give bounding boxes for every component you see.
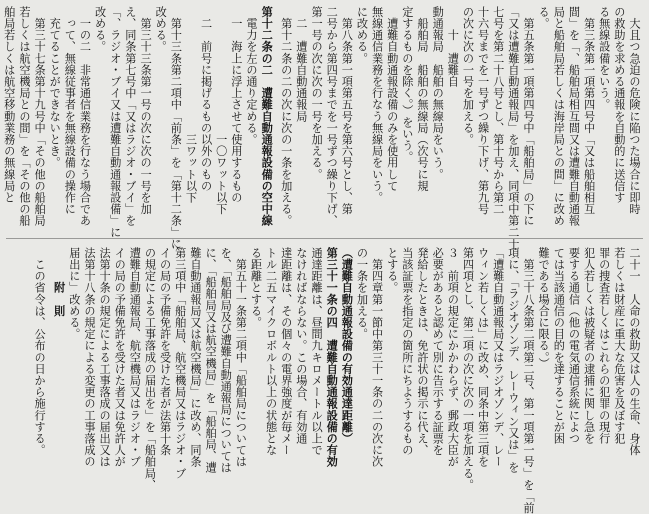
text-column: 罪の捜査若しくはこれらの犯罪の現行 (597, 247, 611, 445)
text-column: 第三十七条第十九号中「その他の船舶局 (33, 6, 47, 227)
text-column: の一条を加える。 (355, 247, 369, 340)
text-column: の規定による工事落成の届出を」を「船舶局、 (143, 247, 157, 491)
text-column: 若しくは財産に重大な危害を及ぼす犯 (612, 247, 626, 445)
text-column: る無線設備をいう。 (597, 6, 611, 111)
text-column: ウィン若しくは」に改め、同条中第三項を (476, 247, 490, 468)
text-column: を、「船舶局及び遭難自動通報局については (219, 247, 233, 474)
text-column: 第三十三条第一号の次に次の一号を加 (139, 6, 153, 215)
text-column: る。 (537, 6, 551, 30)
text-column: 二号から第四号までを一号ずつ繰り下げ、 (325, 6, 339, 227)
text-column: 間」を「、船舶局相互間又は遭難自動通報 (567, 6, 581, 227)
text-column: 第三条第一項第四号中「又は船舶相互 (582, 6, 596, 215)
text-column: 一の二 非常通信業務を行なう場合であ (78, 6, 92, 227)
text-column: ては当該通信の目的を達することが困 (552, 247, 566, 445)
text-column: 犯人若しくは被疑者の逮捕に関し急を (582, 247, 596, 445)
text-column: 通達距離は、昼間九キロメートル以上で (310, 247, 324, 456)
text-column: 定するものを除く。）をいう。 (400, 6, 414, 163)
text-column: とする。 (385, 247, 399, 294)
text-column: 第十二条の二 遭難自動通報設備の空中線 (260, 6, 275, 227)
text-column: 難自動通報局又は航空機局」に改め、同条 (188, 247, 202, 468)
text-column: 七号を第二十八号とし、第十号から第二 (491, 6, 505, 215)
text-column: 「、ラジオ・ブイ又は遭難自動通報設備」に (108, 6, 122, 238)
text-column: 「又は遭難自動通報局」を加え、同項中第二十 (506, 6, 520, 250)
text-column: 若しくは航空機局との間」を「その他の船 (17, 6, 31, 227)
text-column: の次に次の一号を加える。 (461, 6, 475, 146)
text-column: 第五十一条第二項中「船舶局については (234, 247, 248, 468)
text-column: 船舶局 船舶の無線局（次号に規 (416, 6, 430, 192)
text-column: 要する通信（他の電気通信系統によつ (567, 247, 581, 445)
text-column: 十 遭難自 (446, 6, 460, 88)
text-column: 第四項とし、第二項の次に次の一項を加える。 (461, 247, 475, 491)
text-column: る距離とする。 (249, 247, 263, 329)
text-column: の救助を求める通報を自動的に送信す (612, 6, 626, 204)
text-column: って、無線従事者を無線設備の操作に (63, 6, 77, 215)
text-column: に改める。 (355, 6, 369, 64)
text-column: 動通報局 船舶の無線局をいう。 (431, 6, 445, 180)
text-column: 第一号の次に次の一号を加える。 (310, 6, 324, 180)
text-column: 改める。 (93, 6, 107, 53)
text-column: 法第十八条の規定による変更の工事落成の (82, 247, 96, 468)
text-column: 一〇ワット以下 (214, 6, 228, 215)
text-column: 項に、「ラジオゾンデ、レーウィン又は」を (506, 247, 520, 474)
text-column: 十六号までを一号ずつ繰り下げ、第九号 (476, 6, 490, 215)
text-column: 附 則 (52, 247, 67, 317)
text-column: 三ワット以下 (184, 6, 198, 204)
text-column: 二十一 人命の救助又は人の生命、身体 (628, 247, 641, 456)
text-column: イの局の予備免許を受けた者又は免許人が (113, 247, 127, 468)
text-column: 第四章第一節中第三十一条の二の次に次 (370, 247, 384, 468)
text-column: （遭難自動通報設備の有効通達距離） (340, 247, 355, 445)
text-column: 第十二条の二の次に次の一条を加える。 (279, 6, 293, 227)
text-column: 難である場合に限る。） (537, 247, 551, 369)
text-column: トル二五マイクロボルト以上の状態とな (264, 247, 278, 456)
section-divider (6, 238, 643, 239)
text-column: イの局の予備免許を受けた者が法第十条 (158, 247, 172, 456)
text-column: 当該証票を指定の箇所にちようするもの (400, 247, 414, 456)
top-text-block (2, 6, 641, 250)
text-column: に、「船舶局又は航空機局」を「船舶局、遭 (204, 247, 218, 474)
text-column: 第三項中「船舶局、航空機局又はラジオ・ブ (173, 247, 187, 479)
text-column: 大且つ急迫の危険に陥つた場合に即時 (628, 6, 641, 215)
text-column: 第三十一条の四 遭難自動通報設備の有効 (325, 247, 340, 468)
text-column: この省令は、公布の日から施行する。 (33, 247, 47, 456)
text-column: ３ 前項の規定にかかわらず、郵政大臣が (446, 247, 460, 468)
text-column: 第五条第一項第四号中「船舶局」の下に (522, 6, 536, 227)
text-column: なければならない。この場合、有効通 (294, 247, 308, 445)
text-column: 第三十八条第二項第二号、第一項第一号」を「前 (522, 247, 536, 514)
text-column: 届出に」改める。 (67, 247, 81, 340)
text-column: え、同条第七号中「又はラジオ・ブイ」を (123, 6, 137, 227)
text-column: 無線通信業務を行なう無線局をいう。 (370, 6, 384, 204)
bottom-text-block (8, 247, 641, 514)
text-column: 法第十条の規定による工事落成の届出又は (98, 247, 112, 468)
text-column (0, 6, 1, 232)
text-column: 「遭難自動通報局又はラジオゾンデ、レー (491, 247, 505, 468)
text-column: 電力を左の通り定める。 (245, 6, 259, 146)
text-column: 一 海上に浮上させて使用するもの (229, 6, 243, 204)
text-column: 遭難自動通報局、航空機局又はラジオ・ブ (128, 247, 142, 468)
text-column: 第八条第一項第五号を第六号とし、第 (340, 6, 354, 215)
text-column: 第十三条第二項中「前条」を「第十二条」に (169, 6, 183, 250)
text-column: 必要があると認めて別に告示する証票を (431, 247, 445, 456)
text-column: 遭難自動通報設備のみを使用して (385, 6, 399, 192)
text-column: 改める。 (154, 6, 168, 53)
text-column: 二 前号に掲げるもの以外のもの (199, 6, 213, 192)
text-column: 達距離は、その個々の電界強度が毎メー (279, 247, 293, 456)
text-column: 発給したときは、免許状の掲示に代え、 (416, 247, 430, 456)
text-column: 舶局若しくは航空移動業務の無線局と (2, 6, 16, 204)
text-column: 充てることができないとき。 (48, 6, 62, 169)
text-column: 局と船舶局若しくは海岸局との間」に改め (552, 6, 566, 227)
text-column: 二 遭難自動通報局 (294, 6, 308, 122)
